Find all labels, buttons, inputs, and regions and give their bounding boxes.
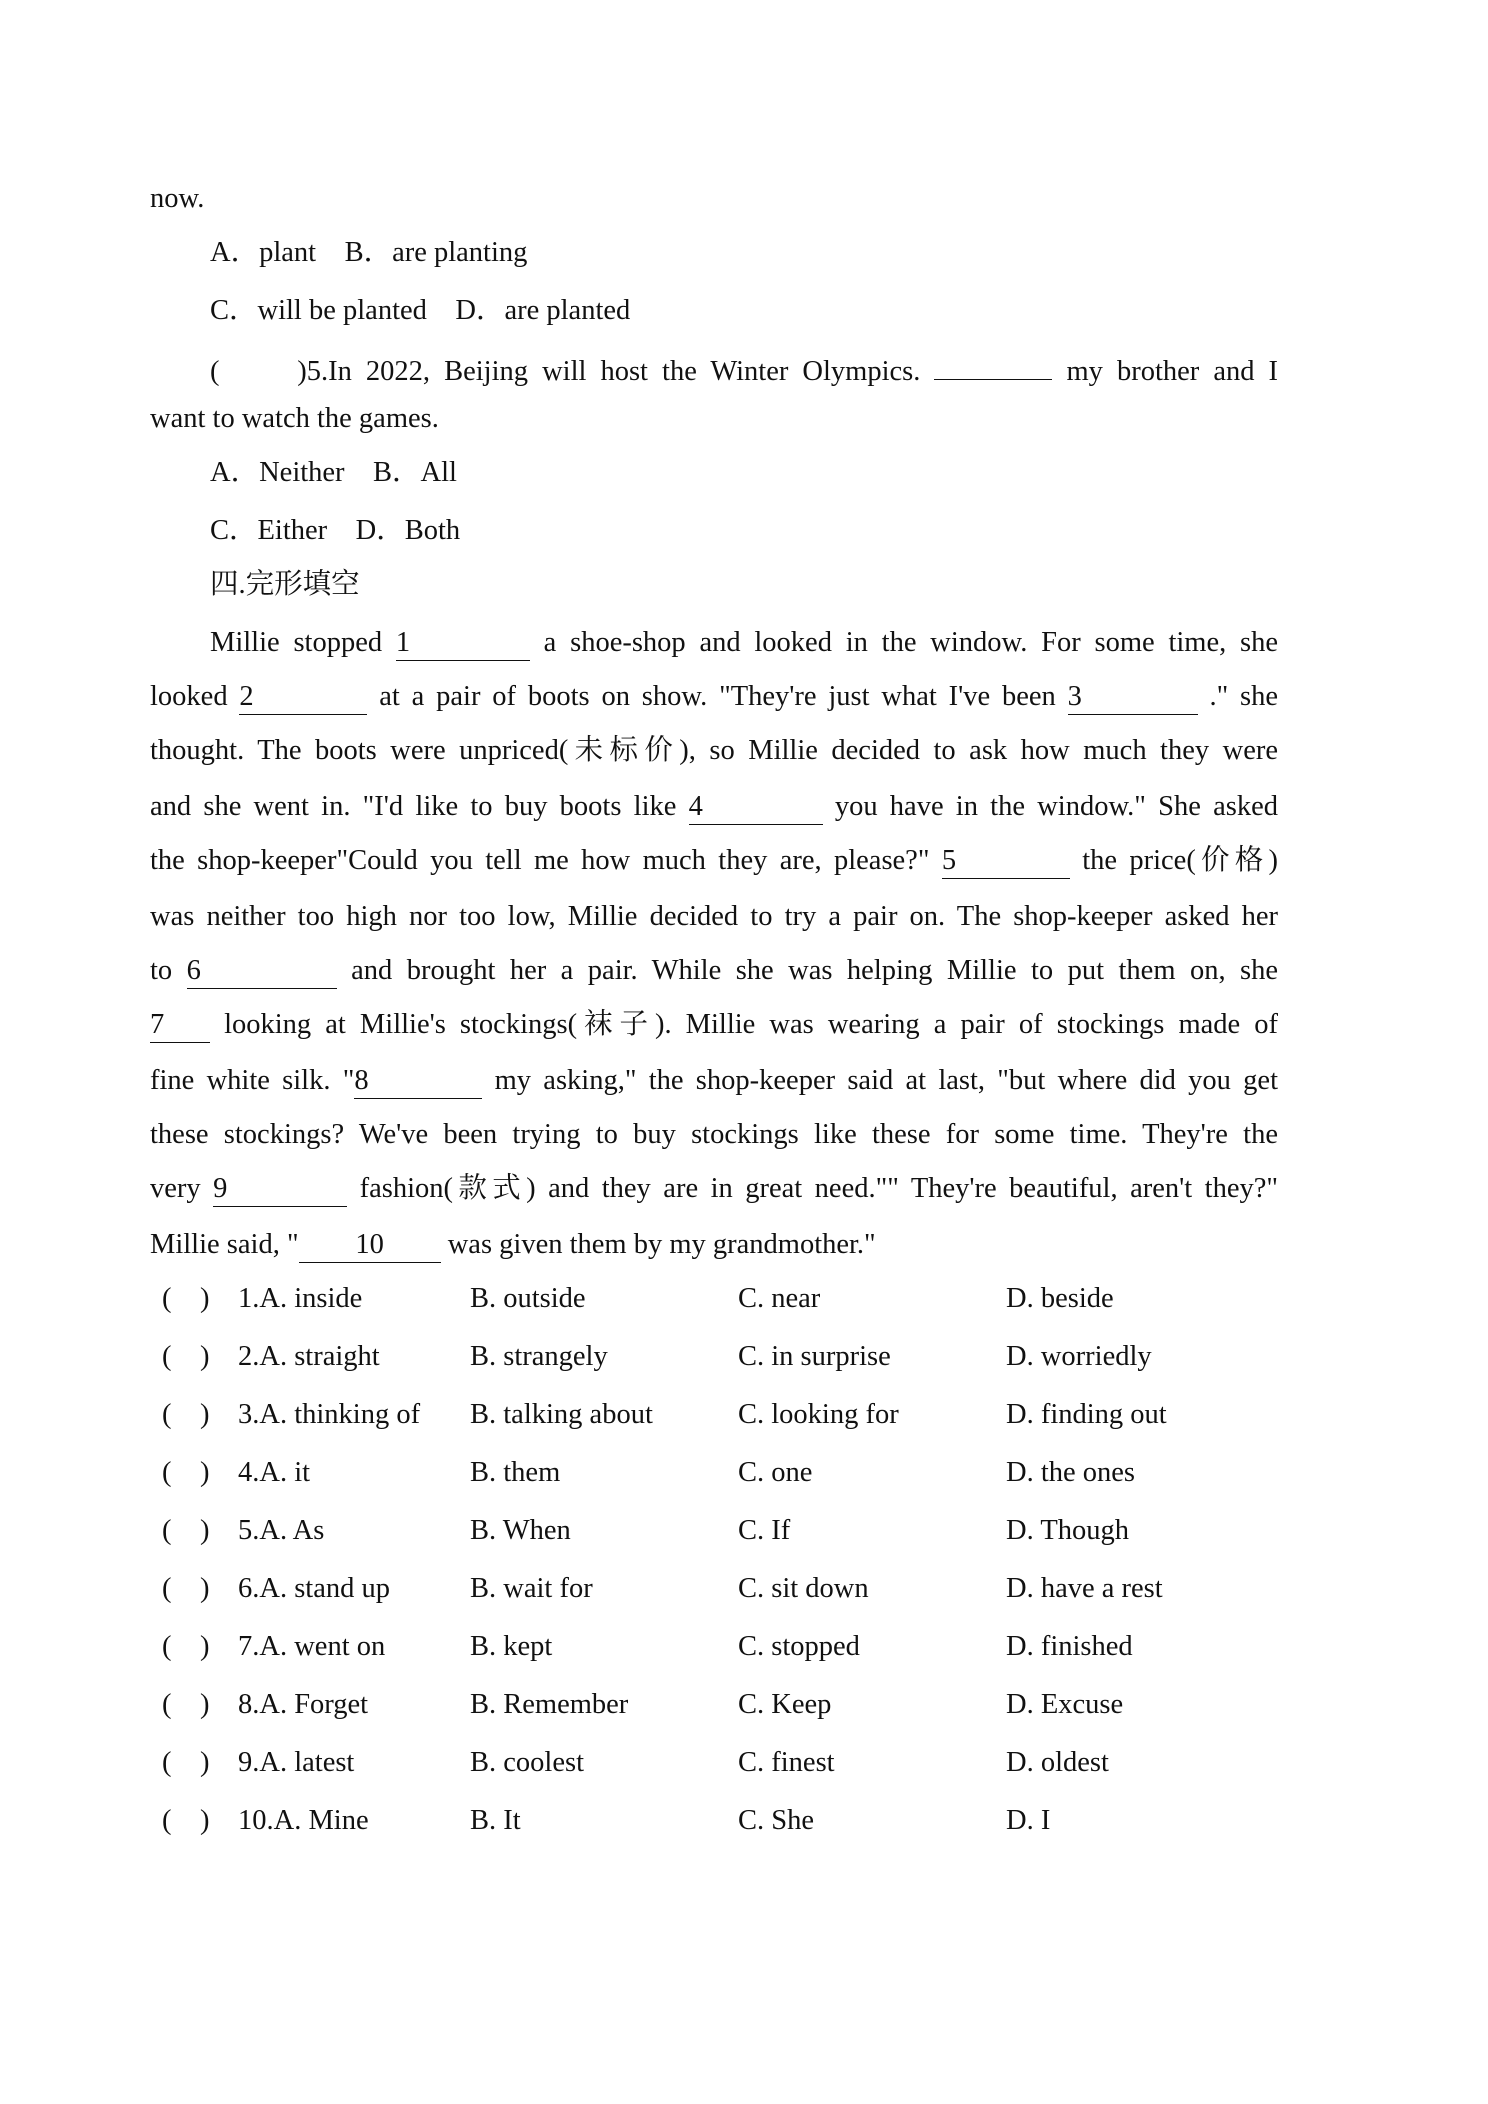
q5-answer-blank[interactable] [934, 347, 1052, 380]
passage-line-4: and she went in. "I'd like to buy boots like 4 you have in the window." She asked [150, 789, 1278, 825]
option-c: C. sit down [738, 1573, 869, 1604]
answer-paren[interactable]: ( ) [162, 1283, 210, 1314]
option-b: B. strangely [470, 1341, 608, 1372]
option-b: B. Remember [470, 1689, 629, 1720]
passage-line-6: was neither too high nor too low, Millie decided to try a pair on. The shop-keeper asked her [150, 901, 1278, 932]
answer-paren[interactable]: ( ) [162, 1631, 210, 1662]
option-b: B. them [470, 1457, 561, 1488]
passage-blank-6[interactable]: 6 [187, 956, 337, 989]
answer-paren[interactable]: ( ) [162, 1399, 210, 1430]
option-d: D. have a rest [1006, 1573, 1163, 1604]
section-title: 四.完形填空 [210, 569, 360, 600]
q5-stem-line2: want to watch the games. [150, 403, 439, 434]
passage-line-1: Millie stopped 1 a shoe-shop and looked in the window. For some time, she [210, 625, 1278, 661]
passage-line-2: looked 2 at a pair of boots on show. "They're just what I've been 3 ." she [150, 679, 1278, 715]
option-b: B. coolest [470, 1747, 584, 1778]
option-a: 10.A. Mine [238, 1805, 369, 1836]
q4-options-line2: C．will be planted D．are planted [210, 295, 631, 326]
passage-blank-7[interactable]: 7 [150, 1010, 210, 1043]
option-a: 3.A. thinking of [238, 1399, 421, 1430]
q5-stem-line1 [210, 347, 1278, 390]
answer-paren[interactable]: ( ) [162, 1515, 210, 1546]
answer-paren[interactable]: ( ) [162, 1573, 210, 1604]
passage-line-3: thought. The boots were unpriced(未标价), so Millie decided to ask how much they were [150, 735, 1278, 766]
passage-blank-8[interactable]: 8 [354, 1066, 482, 1099]
option-b: B. talking about [470, 1399, 653, 1430]
q5-options-line2: C．Either D．Both [210, 515, 461, 546]
option-d: D. the ones [1006, 1457, 1136, 1488]
option-a: 1.A. inside [238, 1283, 363, 1314]
option-c: C. Keep [738, 1689, 832, 1720]
answer-paren[interactable]: ( ) [162, 1747, 210, 1778]
option-b: B. outside [470, 1283, 586, 1314]
option-d: D. beside [1006, 1283, 1114, 1314]
q4-options-line1: A．plant B．are planting [210, 237, 528, 268]
option-a: 4.A. it [238, 1457, 311, 1488]
passage-blank-10[interactable]: 10 [299, 1230, 441, 1263]
passage-blank-9[interactable]: 9 [213, 1174, 347, 1207]
option-c: C. finest [738, 1747, 835, 1778]
option-d: D. I [1006, 1805, 1051, 1836]
answer-paren[interactable]: ( ) [162, 1457, 210, 1488]
passage-line-11: very 9 fashion(款式) and they are in great need."" They're beautiful, aren't they?" [150, 1171, 1278, 1207]
passage-line-7: to 6 and brought her a pair. While she was helping Millie to put them on, she [150, 953, 1278, 989]
option-d: D. Though [1006, 1515, 1129, 1546]
passage-line-12: Millie said, " 10 was given them by my grandmother." [150, 1227, 876, 1263]
passage-line-9: fine white silk. "8 my asking," the shop-keeper said at last, "but where did you get [150, 1063, 1278, 1099]
option-d: D. finding out [1006, 1399, 1167, 1430]
option-c: C. near [738, 1283, 821, 1314]
q5-stem-text: ( )5.In 2022, Beijing will host the Winter Olympics. [210, 356, 921, 387]
passage-blank-4[interactable]: 4 [689, 792, 823, 825]
option-a: 8.A. Forget [238, 1689, 369, 1720]
option-d: D. Excuse [1006, 1689, 1124, 1720]
option-a: 9.A. latest [238, 1747, 355, 1778]
answer-paren[interactable]: ( ) [162, 1341, 210, 1372]
q4-tail-text: now. [150, 183, 205, 214]
passage-line-10: these stockings? We've been trying to buy stockings like these for some time. They're the [150, 1119, 1278, 1150]
option-c: C. looking for [738, 1399, 899, 1430]
option-a: 7.A. went on [238, 1631, 386, 1662]
option-c: C. She [738, 1805, 815, 1836]
option-b: B. It [470, 1805, 521, 1836]
passage-blank-3[interactable]: 3 [1068, 682, 1198, 715]
passage-blank-5[interactable]: 5 [942, 846, 1070, 879]
answer-paren[interactable]: ( ) [162, 1689, 210, 1720]
option-b: B. wait for [470, 1573, 593, 1604]
option-a: 5.A. As [238, 1515, 325, 1546]
option-c: C. If [738, 1515, 791, 1546]
passage-line-8: 7 looking at Millie's stockings(袜子). Millie was wearing a pair of stockings made of [150, 1007, 1278, 1043]
option-d: D. finished [1006, 1631, 1133, 1662]
option-d: D. worriedly [1006, 1341, 1152, 1372]
q5-options-line1: A．Neither B．All [210, 457, 457, 488]
option-c: C. in surprise [738, 1341, 891, 1372]
option-c: C. one [738, 1457, 813, 1488]
option-d: D. oldest [1006, 1747, 1109, 1778]
option-c: C. stopped [738, 1631, 860, 1662]
passage-blank-1[interactable]: 1 [396, 628, 530, 661]
option-b: B. kept [470, 1631, 553, 1662]
answer-paren[interactable]: ( ) [162, 1805, 210, 1836]
passage-line-5: the shop-keeper"Could you tell me how much they are, please?" 5 the price(价格) [150, 843, 1278, 879]
q5-stem-text-end: my brother and I [1066, 356, 1279, 387]
passage-blank-2[interactable]: 2 [239, 682, 367, 715]
option-a: 2.A. straight [238, 1341, 380, 1372]
option-a: 6.A. stand up [238, 1573, 390, 1604]
option-b: B. When [470, 1515, 571, 1546]
